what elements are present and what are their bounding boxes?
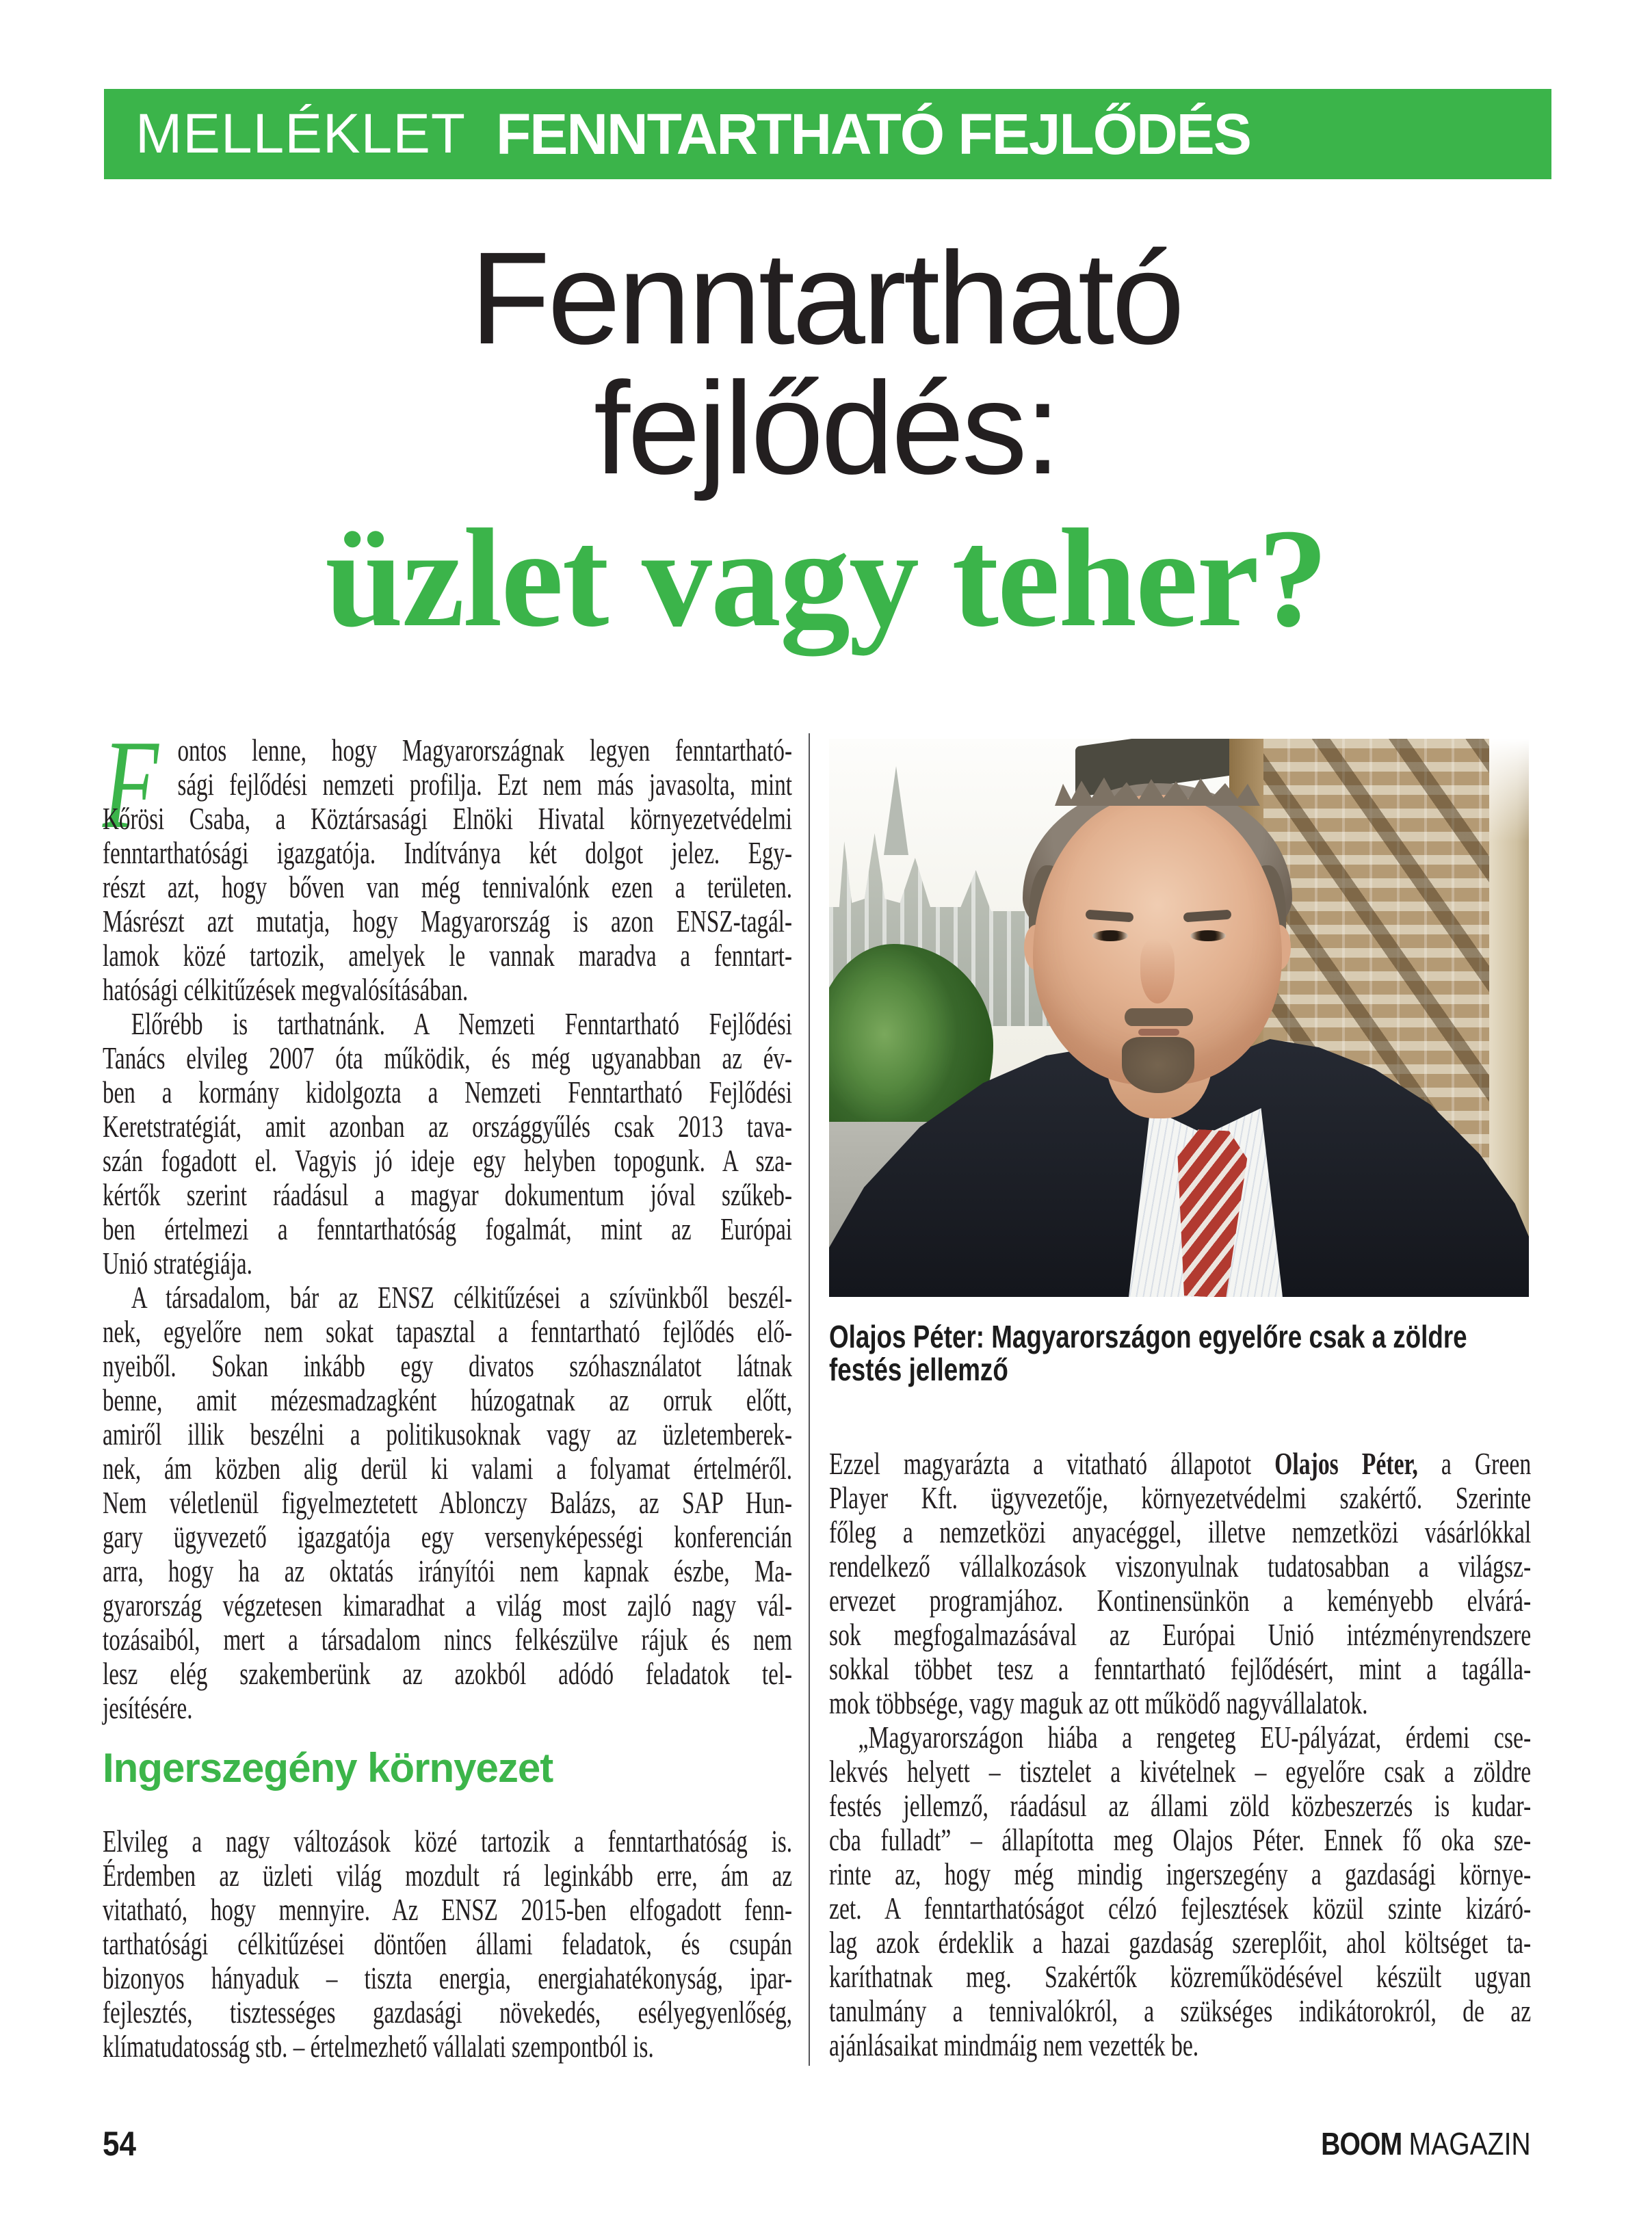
- text-line: Keretstratégiát, amit azonban az országgyűlés csak 2013 tava-: [103, 1109, 792, 1144]
- text-line: sok megfogalmazásával az Európai Unió intézményrendszere: [829, 1617, 1532, 1652]
- text-line: lamok közé tartozik, amelyek le vannak maradva a fenntart-: [103, 938, 792, 973]
- magazine-brand: [1321, 2126, 1531, 2162]
- text-line: gary ügyvezető igazgatója egy versenyképességi konferencián: [103, 1519, 792, 1554]
- text-line: Kőrösi Csaba, a Köztársasági Elnöki Hivatal környezetvédelmi: [103, 801, 792, 836]
- drop-cap: F: [103, 714, 159, 855]
- text-line: fejlesztés, tisztességes gazdasági növekedés, esélyegyenlőség,: [103, 1995, 792, 2030]
- photo-caption: [829, 1320, 1652, 1386]
- text-line: tozásaiból, mert a társadalom nincs felkészülve rájuk és nem: [103, 1622, 792, 1657]
- text-line: bizonyos hányaduk – tiszta energia, energiahatékonyság, ipar-: [103, 1960, 792, 1995]
- right-column: [829, 1447, 1531, 2062]
- photo-man-goatee: [1122, 1037, 1194, 1093]
- text-line: Player Kft. ügyvezetője, környezetvédelmi szakértő. Szerinte: [829, 1480, 1532, 1515]
- text-line: ben értelmezi a fenntarthatóság fogalmát, mint az Európai: [103, 1211, 792, 1246]
- photo-caption-line-1: Olajos Péter: Magyarországon egyelőre csak a zöldre: [829, 1319, 1467, 1354]
- text-line: klímatudatosság stb. – értelmezhető vállalati szempontból is.: [103, 2029, 654, 2064]
- text-line: ajánlásaikat mindmáig nem vezették be.: [829, 2027, 1199, 2062]
- paragraph: [829, 1720, 1531, 2062]
- section-subheading: Ingerszegény környezet: [103, 1745, 553, 1791]
- text-line: tanulmány a tennivalókról, a szükséges indikátorokról, de az: [829, 1993, 1532, 2028]
- text-line: főleg a nemzetközi anyacéggel, illetve nemzetközi vásárlókkal: [829, 1514, 1532, 1549]
- banner-title: FENNTARTHATÓ FEJLŐDÉS: [495, 101, 1250, 166]
- paragraph: [829, 1447, 1531, 1720]
- text-line: nek, ám közben alig derül ki valami a folyamat értelméről.: [103, 1451, 792, 1486]
- text-line: ervezet programjához. Kontinensünkön a keményebb elvárá-: [829, 1583, 1532, 1618]
- photo-man-mustache: [1125, 1008, 1193, 1026]
- text-line: A társadalom, bár az ENSZ célkitűzései a szívünkből beszél-: [131, 1280, 792, 1315]
- photo-man-eye-left: [1092, 930, 1128, 941]
- page-number: 54: [103, 2125, 136, 2163]
- text-line: hatósági célkitűzések megvalósításában.: [103, 972, 469, 1007]
- text-line: sági fejlődési nemzeti profilja. Ezt nem más javasolta, mint: [177, 767, 792, 802]
- text-line: mok többsége, vagy maguk az ott működő nagyvállalatok.: [829, 1685, 1368, 1720]
- text-line: nek, egyelőre nem sokat tapasztal a fenntartható fejlődés elő-: [103, 1314, 792, 1349]
- text-line: gyarország végzetesen kimaradhat a világ most zajló nagy vál-: [103, 1588, 792, 1623]
- text-line: Ezzel magyarázta a vitatható állapotot Olajos Péter, a Green: [829, 1446, 1532, 1481]
- magazine-brand-bold: BOOM: [1321, 2126, 1402, 2162]
- text-line: karíthatnak meg. Szakértők közreműködésével készült ugyan: [829, 1959, 1532, 1994]
- text-line: ontos lenne, hogy Magyarországnak legyen fenntartható-: [177, 733, 792, 767]
- text-line: ben a kormány kidolgozta a Nemzeti Fenntartható Fejlődési: [103, 1075, 792, 1110]
- left-column-continued: [103, 1824, 792, 2064]
- headline-line-1: Fenntartható: [470, 224, 1182, 371]
- text-line: Előrébb is tarthatnánk. A Nemzeti Fenntartható Fejlődési: [131, 1006, 792, 1041]
- paragraph: [103, 714, 792, 1007]
- photo-caption-line-2: festés jellemző: [829, 1352, 1008, 1387]
- photo-man-eye-right: [1190, 930, 1226, 941]
- paragraph: [103, 1007, 792, 1281]
- text-line: tarthatósági célkitűzései döntően állami feladatok, és csupán: [103, 1926, 792, 1961]
- banner-kicker: MELLÉKLET: [135, 103, 466, 165]
- paragraph: [103, 1281, 792, 1725]
- text-line: lag azok érdeklik a hazai gazdaság szereplőit, ahol költséget ta-: [829, 1925, 1532, 1960]
- text-line: amiről illik beszélni a politikusoknak vagy az üzletemberek-: [103, 1417, 792, 1452]
- headline-line-3: üzlet vagy teher?: [325, 499, 1327, 656]
- text-line: Nem véletlenül figyelmeztetett Ablonczy Balázs, az SAP Hun-: [103, 1485, 792, 1520]
- text-line: cba fulladt” – állapította meg Olajos Péter. Ennek fő oka sze-: [829, 1822, 1532, 1857]
- left-column: [103, 714, 792, 1725]
- text-line: nyeiből. Sokan inkább egy divatos szóhasználatot látnak: [103, 1348, 792, 1383]
- paragraph: [103, 1824, 792, 2064]
- text-line: Érdemben az üzleti világ mozdult rá leginkább erre, ám az: [103, 1858, 792, 1893]
- text-line: rinte az, hogy még mindig ingerszegény a gazdasági környe-: [829, 1856, 1532, 1891]
- headline-line-2: fejlődés:: [593, 354, 1059, 501]
- text-line: zet. A fenntarthatóságot célzó fejlesztések közül szinte kizáró-: [829, 1891, 1532, 1926]
- text-line: Tanács elvileg 2007 óta működik, és még ugyanabban az év-: [103, 1040, 792, 1075]
- text-line: sokkal többet tesz a fenntartható fejlődésért, mint a tagálla-: [829, 1651, 1532, 1686]
- photo-man-nose: [1140, 938, 1175, 1003]
- text-line: festés jellemző, ráadásul az állami zöld közbeszerzés is kudar-: [829, 1788, 1532, 1823]
- portrait-photo: [829, 739, 1529, 1297]
- text-line: Elvileg a nagy változások közé tartozik a fenntarthatóság is.: [103, 1824, 792, 1859]
- text-line: „Magyarországon hiába a rengeteg EU-pályázat, érdemi cse-: [858, 1720, 1532, 1755]
- text-line: lesz elég szakemberünk az azokból adódó feladatok tel-: [103, 1656, 792, 1691]
- column-divider-rule: [809, 733, 810, 2066]
- text-line: Másrészt azt mutatja, hogy Magyarország is azon ENSZ-tagál-: [103, 904, 792, 938]
- text-line: kértők szerint ráadásul a magyar dokumentum jóval szűkeb-: [103, 1177, 792, 1212]
- text-line: benne, amit mézesmadzagként húzogatnak az orruk előtt,: [103, 1382, 792, 1417]
- text-line: arra, hogy ha az oktatás irányítói nem kapnak észbe, Ma-: [103, 1553, 792, 1588]
- magazine-brand-light: MAGAZIN: [1408, 2126, 1531, 2162]
- text-line: szán fogadott el. Vagyis jó ideje egy helyben topogunk. A sza-: [103, 1143, 792, 1178]
- photo-man-mouth: [1138, 1029, 1179, 1036]
- text-line: vitatható, hogy mennyire. Az ENSZ 2015-ben elfogadott fenn-: [103, 1892, 792, 1927]
- text-line: jesítésére.: [103, 1690, 193, 1725]
- text-line: Unió stratégiája.: [103, 1246, 252, 1281]
- text-line: részt azt, hogy bőven van még tennivalónk ezen a területen.: [103, 869, 792, 904]
- text-line: rendelkező vállalkozások viszonyulnak tudatosabban a világsz-: [829, 1549, 1532, 1584]
- section-banner: [104, 89, 1551, 179]
- text-line: fenntarthatósági igazgatója. Indítványa két dolgot jelez. Egy-: [103, 835, 792, 870]
- text-line: lekvés helyett – tisztelet a kivételnek – egyelőre csak a zöldre: [829, 1754, 1532, 1789]
